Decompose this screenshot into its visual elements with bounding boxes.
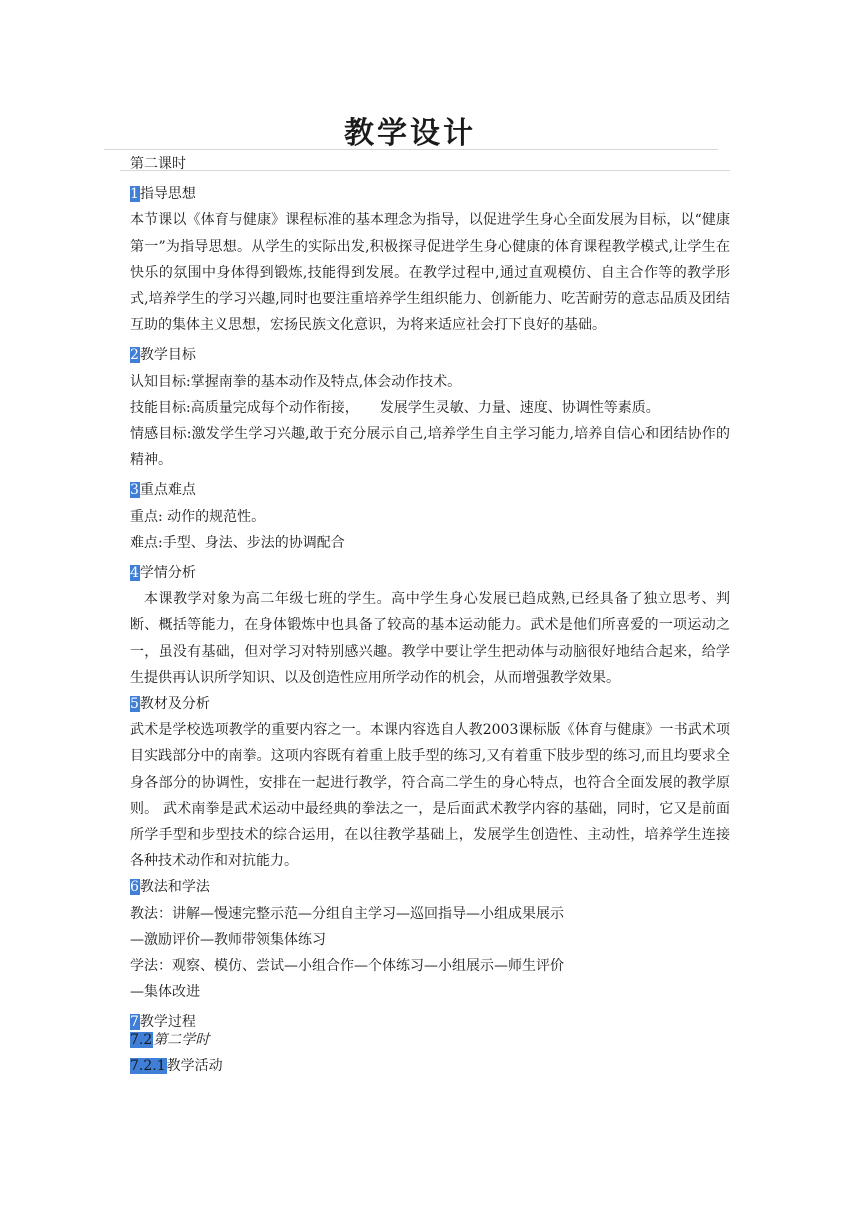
- section-number-1: 1: [130, 186, 139, 203]
- section-heading-3: [130, 477, 730, 503]
- section-label-4: 学情分析: [139, 564, 196, 581]
- subsubsection-number-7-2-1: 7.2.1: [130, 1058, 166, 1075]
- learning-method-line-1: 学法：观察、模仿、尝试—小组合作—个体练习—小组展示—师生评价: [130, 957, 564, 974]
- key-point: 重点: 动作的规范性。: [130, 508, 266, 525]
- section-heading-1: [130, 181, 730, 207]
- section-label-5: 教材及分析: [139, 695, 210, 712]
- section-label-7: 教学过程: [139, 1014, 196, 1031]
- document-body: [130, 151, 730, 1075]
- section-label-3: 重点难点: [139, 482, 196, 499]
- cognitive-goal: 认知目标:掌握南拳的基本动作及特点,体会动作技术。: [130, 373, 462, 390]
- section-label-6: 教法和学法: [139, 879, 210, 896]
- title-divider: [104, 149, 718, 150]
- section-heading-2: [130, 342, 730, 368]
- section-number-2: 2: [130, 347, 139, 364]
- section-1-text: 本节课以《体育与健康》课程标准的基本理念为指导，以促进学生身心全面发展为目标，以“健康第一”为指导思想。从学生的实际出发,积极探寻促进学生身心健康的体育课程教学模式,让学生在快乐的氛围中身体得到锻炼,技能得到发展。在教学过程中,通过直观模仿、自主合作等的教学形式,培养学生的学习兴趣,同时也要注重培养学生组织能力、创新能力、吃苦耐劳的意志品质及团结互助的集体主义思想，宏扬民族文化意识，为将来适应社会打下良好的基础。: [130, 212, 730, 334]
- section-number-4: 4: [130, 564, 139, 581]
- teaching-method-line-2: —激励评价—教师带领集体练习: [130, 931, 326, 948]
- section-5-text: 武术是学校选项教学的重要内容之一。本课内容选自人教2003课标版《体育与健康》一书武术项目实践部分中的南拳。这项内容既有着重上肢手型的练习,又有着重下肢步型的练习,而且均要求全身各部分的协调性，安排在一起进行教学，符合高二学生的身心特点，也符合全面发展的教学原则。 武术南拳是武术运动中最经典的拳法之一，是后面武术教学内容的基础，同时，它又是前面所学手型和步型技术的综合运用，在以往教学基础上，发展学生创造性、主动性，培养学生连接各种技术动作和对抗能力。: [130, 722, 730, 870]
- learning-method-line-2: —集体改进: [130, 984, 200, 1001]
- section-label-2: 教学目标: [139, 347, 196, 364]
- lesson-subtitle: 第二课时: [130, 156, 186, 172]
- document-title: 教学设计: [344, 116, 476, 151]
- difficult-point: 难点:手型、身法、步法的协调配合: [130, 534, 345, 551]
- affective-goal: 情感目标:激发学生学习兴趣,敢于充分展示自己,培养学生自主学习能力,培养自信心和团结协作的精神。: [130, 425, 730, 469]
- subsection-number-7-2: 7.2: [130, 1032, 153, 1049]
- section-4-text: 本课教学对象为高二年级七班的学生。高中学生身心发展已趋成熟,已经具备了独立思考、判断、概括等能力，在身体锻炼中也具备了较高的基本运动能力。武术是他们所喜爱的一项运动之一，虽没有基础，但对学习对特别感兴趣。教学中要让学生把动体与动脑很好地结合起来，给学生提供再认识所学知识、以及创造性应用所学动作的机会，从而增强教学效果。: [130, 591, 730, 686]
- section-number-3: 3: [130, 482, 139, 499]
- section-number-5: 5: [130, 695, 139, 712]
- section-heading-6: [130, 874, 730, 900]
- subsection-label-7-2: 第二学时: [153, 1032, 210, 1049]
- section-heading-4: [130, 560, 730, 586]
- subsubsection-heading-7-2-1: [130, 1057, 730, 1075]
- subsection-heading-7-2: [130, 1031, 730, 1049]
- section-number-7: 7: [130, 1014, 139, 1031]
- section-label-1: 指导思想: [139, 186, 196, 203]
- skill-goal: 技能目标:高质量完成每个动作衔接， 发展学生灵敏、力量、速度、协调性等素质。: [130, 399, 660, 416]
- teaching-method-line-1: 教法：讲解—慢速完整示范—分组自主学习—巡回指导—小组成果展示: [130, 905, 564, 922]
- subsubsection-label-7-2-1: 教学活动: [166, 1058, 223, 1075]
- section-heading-7: [130, 1013, 730, 1031]
- section-number-6: 6: [130, 879, 139, 896]
- section-heading-5: [130, 691, 730, 717]
